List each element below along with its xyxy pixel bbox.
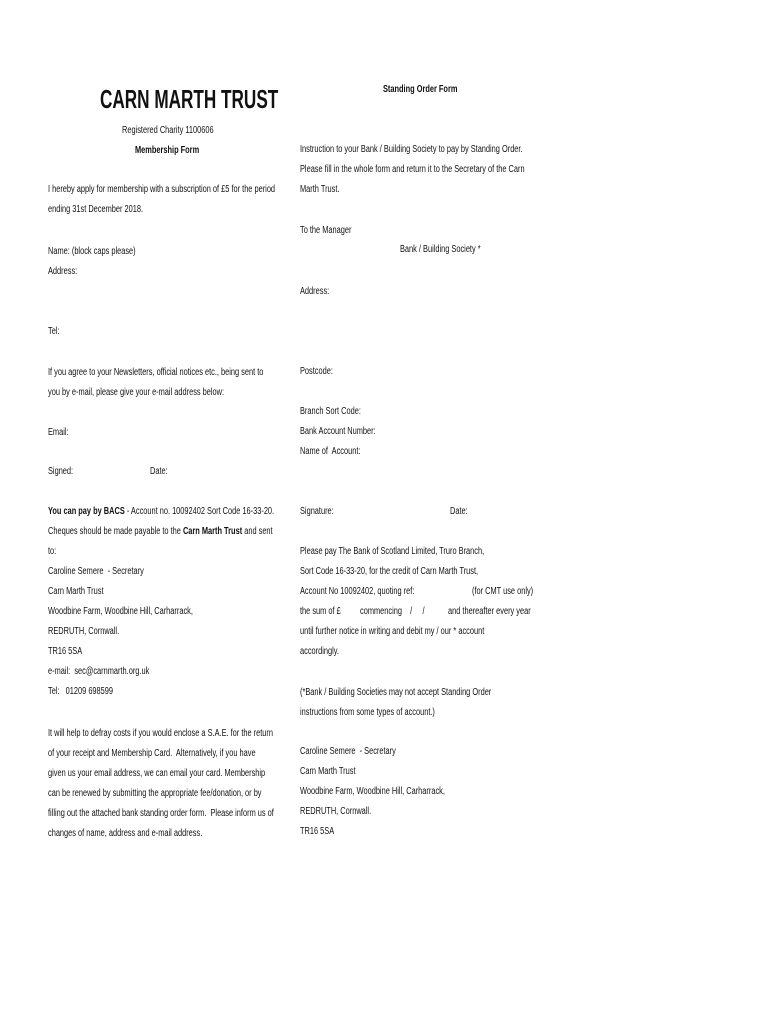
right-contact-line: Woodbine Farm, Woodbine Hill, Carharrack, bbox=[300, 786, 445, 797]
bank-details bbox=[300, 402, 402, 462]
name-label: Name: (block caps please) bbox=[48, 246, 136, 257]
newsletter-line-2: you by e-mail, please give your e-mail address below: bbox=[48, 387, 225, 398]
pay-line-4b: commencing / / bbox=[360, 606, 425, 617]
sort-code-label: Branch Sort Code: bbox=[300, 406, 361, 417]
sae-line: can be renewed by submitting the appropriate fee/donation, or by bbox=[48, 788, 262, 799]
newsletter-text bbox=[48, 363, 339, 403]
newsletter-line-1: If you agree to your Newsletters, official notices etc., being sent to bbox=[48, 367, 264, 378]
payment-instruction bbox=[300, 542, 549, 582]
cheque-text-2: and sent bbox=[242, 526, 273, 537]
pay-line-1: Please pay The Bank of Scotland Limited, Truro Branch, bbox=[300, 546, 485, 557]
contact-line: e-mail: sec@carnmarth.org.uk bbox=[48, 666, 150, 677]
contact-line: Carn Marth Trust bbox=[48, 586, 104, 597]
right-contact-line: Carn Marth Trust bbox=[300, 766, 356, 777]
pay-line-3b: (for CMT use only) bbox=[472, 586, 534, 597]
pay-line-6: accordingly. bbox=[300, 646, 339, 657]
note-line-1: (*Bank / Building Societies may not accept Standing Order bbox=[300, 687, 492, 698]
signed-label: Signed: bbox=[48, 466, 74, 477]
membership-form-title: Membership Form bbox=[135, 145, 200, 156]
trust-title: CARN MARTH TRUST bbox=[100, 84, 279, 114]
address-label: Address: bbox=[48, 266, 78, 277]
cheque-to: to: bbox=[48, 546, 57, 557]
right-contact-line: REDRUTH, Cornwall. bbox=[300, 806, 372, 817]
note-text bbox=[300, 683, 558, 723]
pay-line-3a: Account No 10092402, quoting ref: bbox=[300, 586, 415, 597]
sae-line: filling out the attached bank standing order form. Please inform us of bbox=[48, 808, 274, 819]
postcode-label: Postcode: bbox=[300, 366, 333, 377]
bank-label: Bank / Building Society * bbox=[400, 244, 481, 255]
charity-number: Registered Charity 1100606 bbox=[122, 125, 214, 136]
sae-line: given us your email address, we can email your card. Membership bbox=[48, 768, 266, 779]
right-address-label: Address: bbox=[300, 286, 330, 297]
contact-line: TR16 5SA bbox=[48, 646, 83, 657]
right-contact-line: Caroline Semere - Secretary bbox=[300, 746, 396, 757]
instruction-line: Please fill in the whole form and return it to the Secretary of the Carn bbox=[300, 164, 525, 175]
account-number-label: Bank Account Number: bbox=[300, 426, 376, 437]
cheque-text-1: Cheques should be made payable to the bbox=[48, 526, 183, 537]
sae-line: of your receipt and Membership Card. Alternatively, if you have bbox=[48, 748, 256, 759]
bacs-line bbox=[48, 502, 274, 522]
bacs-bold: You can pay by BACS bbox=[48, 506, 125, 517]
contact-line: Woodbine Farm, Woodbine Hill, Carharrack, bbox=[48, 606, 193, 617]
email-label: Email: bbox=[48, 427, 69, 438]
cheque-payee: Carn Marth Trust bbox=[182, 526, 243, 537]
instruction-line: Marth Trust. bbox=[300, 184, 340, 195]
right-date-label: Date: bbox=[450, 506, 468, 517]
pay-line-2: Sort Code 16-33-20, for the credit of Carn Marth Trust, bbox=[300, 566, 479, 577]
apply-line-2: ending 31st December 2018. bbox=[48, 204, 144, 215]
account-name-label: Name of Account: bbox=[300, 446, 361, 457]
contact-line: Tel: 01209 698599 bbox=[48, 686, 114, 697]
left-date-label: Date: bbox=[150, 466, 168, 477]
contact-line: Caroline Semere - Secretary bbox=[48, 566, 144, 577]
tel-label: Tel: bbox=[48, 326, 60, 337]
name-address-block bbox=[48, 242, 166, 282]
pay-line-4c: and thereafter every year bbox=[448, 606, 531, 617]
right-contact-line: TR16 5SA bbox=[300, 826, 335, 837]
note-line-2: instructions from some types of account.) bbox=[300, 707, 435, 718]
sae-line: It will help to defray costs if you would enclose a S.A.E. for the return bbox=[48, 728, 273, 739]
instruction-text bbox=[300, 140, 604, 200]
bacs-rest: - Account no. 10092402 Sort Code 16-33-20. bbox=[124, 506, 275, 517]
pay-line-5: until further notice in writing and debit my / our * account bbox=[300, 626, 485, 637]
sae-line: changes of name, address and e-mail address. bbox=[48, 828, 203, 839]
cheque-line bbox=[48, 522, 274, 542]
apply-line-1: I hereby apply for membership with a subscription of £5 for the period bbox=[48, 184, 276, 195]
signature-label: Signature: bbox=[300, 506, 334, 517]
right-contact-block bbox=[300, 742, 496, 842]
contact-line: REDRUTH, Cornwall. bbox=[48, 626, 120, 637]
instruction-line: Instruction to your Bank / Building Society to pay by Standing Order. bbox=[300, 144, 523, 155]
manager-label: To the Manager bbox=[300, 225, 352, 236]
pay-line-4a: the sum of £ bbox=[300, 606, 341, 617]
standing-order-title: Standing Order Form bbox=[383, 84, 458, 95]
